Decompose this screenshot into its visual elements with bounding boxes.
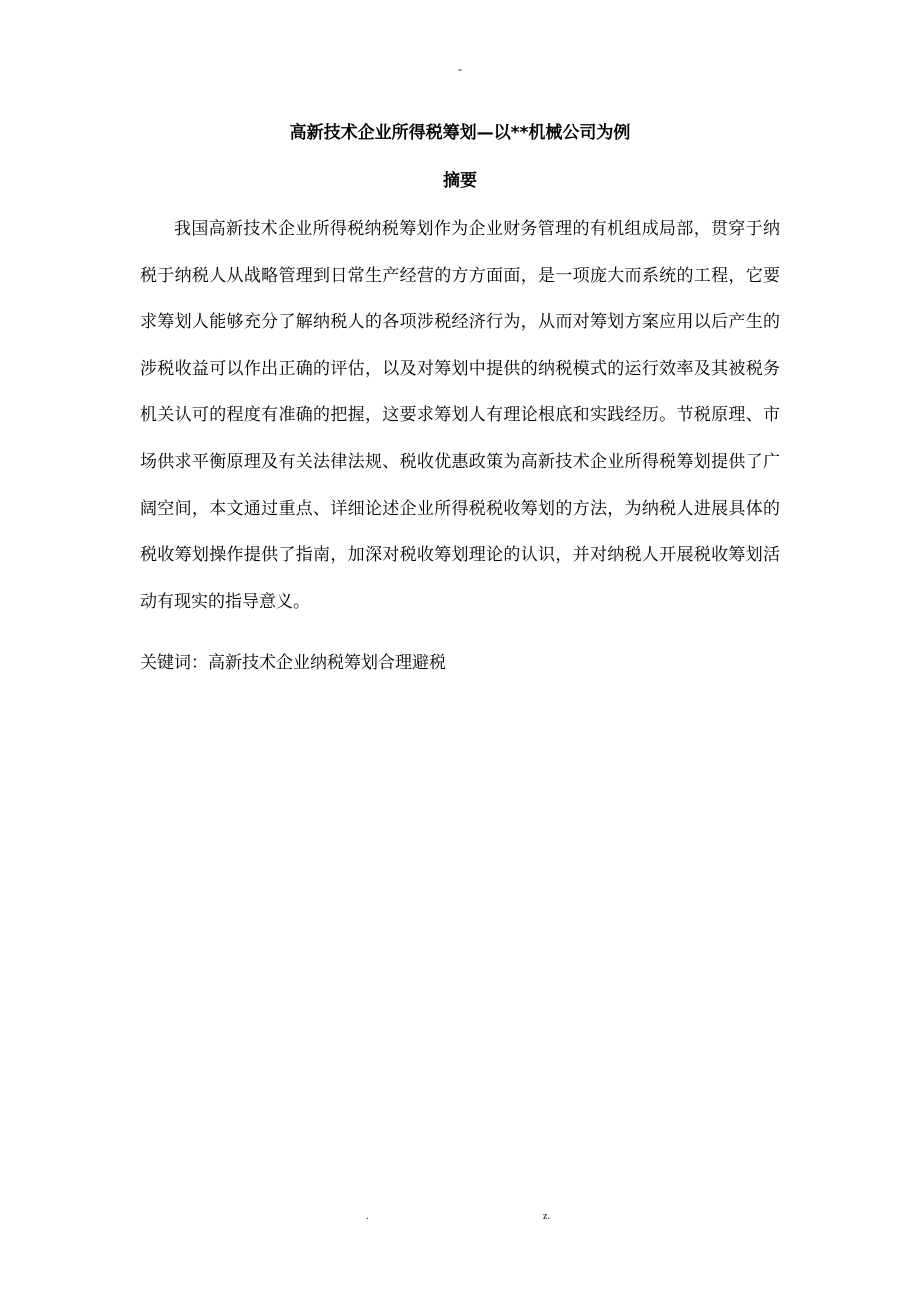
keywords-text: 高新技术企业纳税筹划合理避税: [208, 653, 446, 673]
abstract-heading: 摘要: [443, 171, 477, 191]
document-title: 高新技术企业所得税筹划—以**机械公司为例: [289, 123, 631, 143]
footer-right-mark: z.: [543, 1211, 550, 1222]
abstract-body: 我国高新技术企业所得税纳税筹划作为企业财务管理的有机组成局部，贯穿于纳税于纳税人从战略管理到日常生产经营的方方面面，是一项庞大而系统的工程，它要求筹划人能够充分了解纳税人的各项涉税经济行为，从而对筹划方案应用以后产生的涉税收益可以作出正确的评估，以及对筹划中提供的纳税模式的运行效率及其被税务机关认可的程度有准确的把握，这要求筹划人有理论根底和实践经历。节税原理、市场供求平衡原理及有关法律法规、税收优惠政策为高新技术企业所得税筹划提供了广阔空间，本文通过重点、详细论述企业所得税税收筹划的方法，为纳税人进展具体的税收筹划操作提供了指南，加深对税收筹划理论的认识，并对纳税人开展税收筹划活动有现实的指导意义。: [140, 219, 780, 612]
header-mark: -: [458, 62, 462, 76]
footer-left-mark: .: [366, 1211, 369, 1222]
keywords-line: [140, 649, 780, 677]
keywords-label: 关键词：: [140, 653, 208, 673]
